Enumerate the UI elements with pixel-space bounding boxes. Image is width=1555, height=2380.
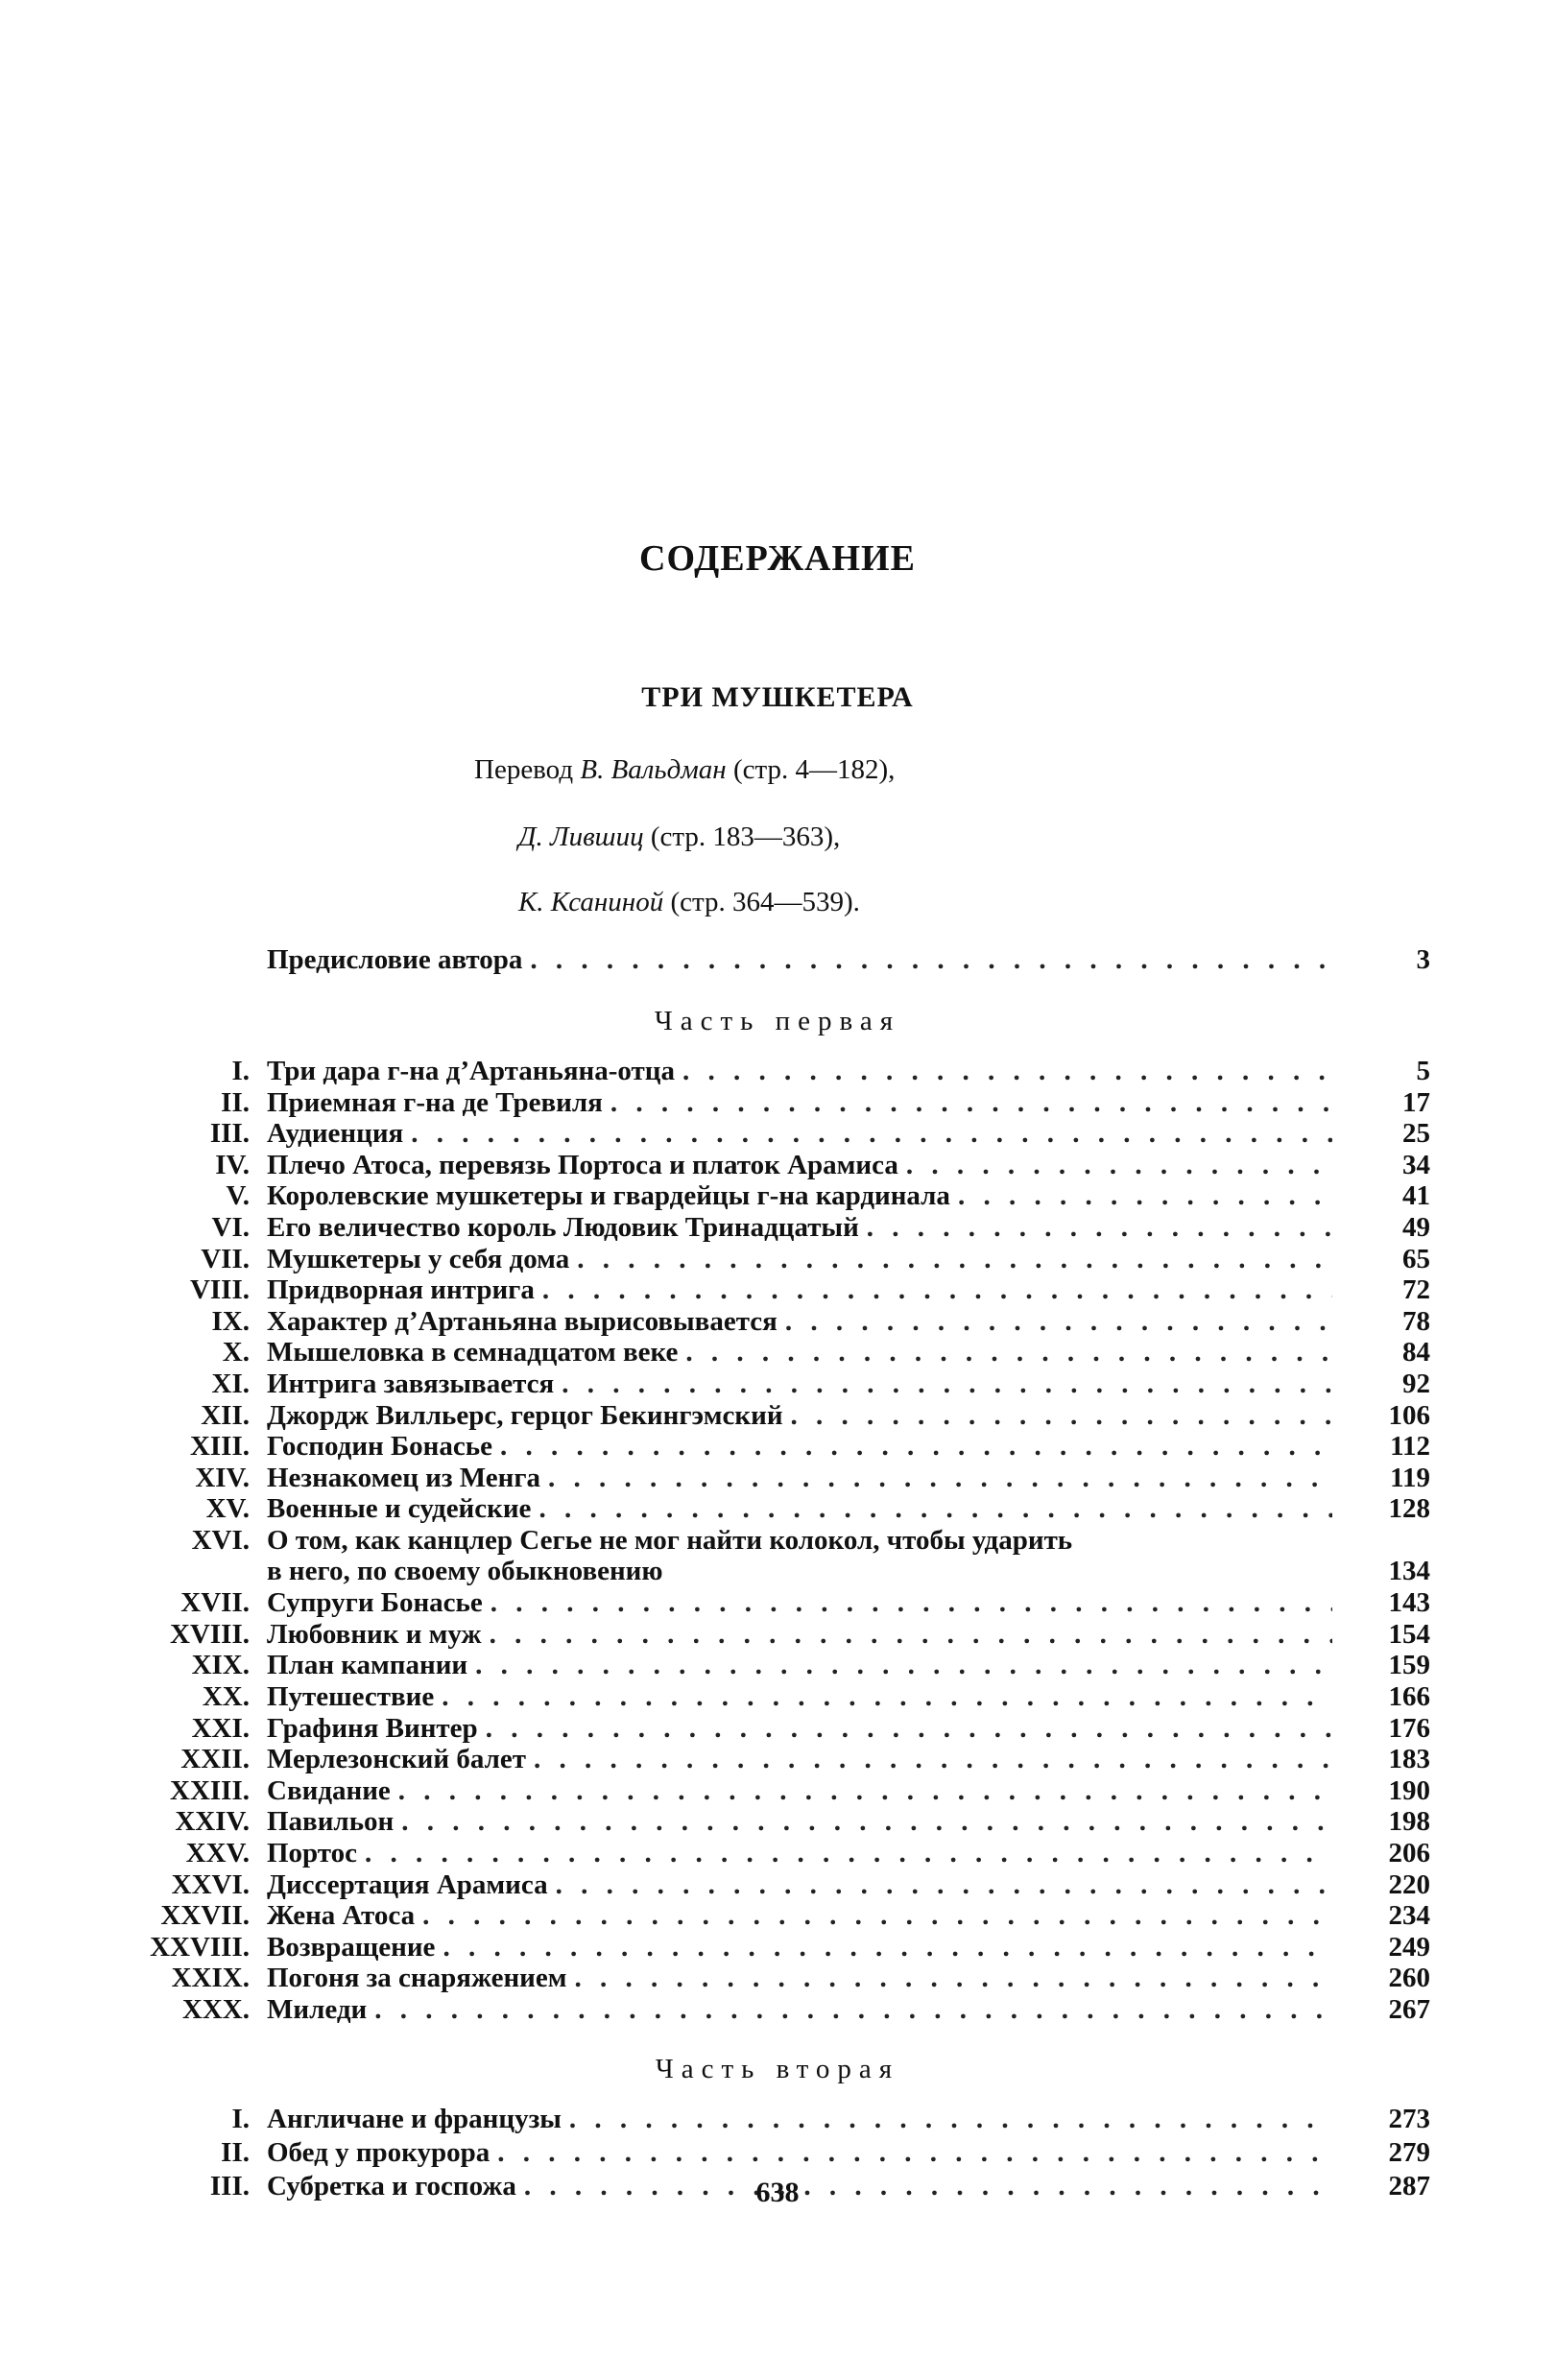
chapter-body: [267, 1180, 1332, 1212]
chapter-title: Мышеловка в семнадцатом веке: [267, 1337, 679, 1368]
chapter-page: 183: [1388, 1744, 1430, 1775]
chapter-body: [267, 1493, 1332, 1525]
translator-pages: (стр. 4—182),: [726, 754, 896, 785]
chapter-number: VI.: [211, 1212, 250, 1243]
chapter-number: XVIII.: [170, 1618, 250, 1650]
chapter-number: III.: [209, 2171, 250, 2202]
part-one-label: Часть первая: [654, 1006, 901, 1036]
chapter-title-continued: [267, 1556, 1332, 1587]
leader-dots: [442, 1681, 1332, 1713]
toc-entry: [0, 1932, 1555, 1963]
toc-entry: [0, 1806, 1555, 1837]
chapter-title: Свидание: [267, 1774, 391, 1806]
chapter-number: XVI.: [191, 1525, 250, 1556]
chapter-title: Характер д’Артаньяна вырисовывается: [267, 1305, 778, 1337]
toc-entry: [0, 1463, 1555, 1493]
leader-dots: [490, 1587, 1332, 1619]
chapter-page: 206: [1388, 1838, 1430, 1868]
chapter-page: 143: [1388, 1587, 1430, 1619]
chapter-number: IV.: [215, 1149, 250, 1180]
chapter-body: [267, 1431, 1332, 1463]
toc-entry: [0, 2137, 1555, 2168]
chapter-title: Джордж Вилльерс, герцог Бекингэмский: [267, 1399, 783, 1431]
toc-entry: [0, 1963, 1555, 1993]
toc-entry: [0, 1337, 1555, 1368]
chapter-page: 134: [1388, 1556, 1430, 1586]
toc-entry: [0, 1681, 1555, 1712]
toc-entry: [0, 1619, 1555, 1650]
chapter-title: Графиня Винтер: [267, 1712, 478, 1744]
leader-dots: [475, 1650, 1332, 1681]
chapter-body: [267, 1900, 1332, 1932]
leader-dots: [682, 1056, 1332, 1087]
leader-dots: [374, 1994, 1332, 2026]
chapter-page: 166: [1388, 1681, 1430, 1712]
leader-dots: [490, 1619, 1332, 1651]
translator-name: В. Вальдман: [580, 754, 727, 785]
toc-entry: [0, 1775, 1555, 1806]
chapter-number: X.: [222, 1337, 250, 1368]
chapter-page: 267: [1388, 1994, 1430, 2025]
leader-dots: [569, 2104, 1332, 2135]
chapter-page: 49: [1402, 1212, 1430, 1243]
toc-entry: [0, 1994, 1555, 2025]
chapter-body: [267, 1244, 1332, 1275]
chapter-body: [267, 1587, 1332, 1619]
translator-pages: (стр. 364—539).: [663, 887, 860, 917]
chapter-title: Незнакомец из Менга: [267, 1462, 541, 1493]
chapter-body: [267, 1713, 1332, 1745]
chapter-page: 72: [1402, 1274, 1430, 1306]
leader-dots: [365, 1838, 1332, 1869]
chapter-title: Господин Бонасье: [267, 1431, 492, 1463]
preface-page: 3: [1416, 944, 1430, 975]
toc-entry: [0, 1587, 1555, 1618]
toc-entry: [0, 1056, 1555, 1086]
chapter-number: III.: [209, 1118, 250, 1150]
chapter-page: 92: [1402, 1368, 1430, 1399]
chapter-title: Англичане и французы: [267, 2104, 562, 2134]
chapter-title: Аудиенция: [267, 1118, 404, 1150]
toc-entry: [0, 1400, 1555, 1431]
chapter-page: 106: [1388, 1399, 1430, 1431]
toc-entry: [0, 1274, 1555, 1305]
chapter-body: [267, 1963, 1332, 1994]
leader-dots: [542, 1274, 1332, 1306]
chapter-number: XIII.: [189, 1431, 250, 1463]
chapter-number: IX.: [211, 1305, 250, 1337]
chapter-body: [267, 1619, 1332, 1651]
chapter-number: I.: [231, 1056, 250, 1086]
chapter-page: 279: [1388, 2137, 1430, 2168]
chapter-number: XXIII.: [170, 1774, 250, 1806]
toc-entry: [0, 1087, 1555, 1118]
chapter-title: Любовник и муж: [267, 1618, 482, 1650]
leader-dots: [497, 2137, 1332, 2169]
chapter-number: XXVIII.: [150, 1931, 250, 1963]
chapter-page: 176: [1388, 1712, 1430, 1744]
leader-dots: [575, 1963, 1332, 1994]
chapter-body: [267, 1306, 1332, 1338]
toc-entry: [0, 1493, 1555, 1524]
leader-dots: [411, 1118, 1332, 1150]
contents-heading: СОДЕРЖАНИЕ: [639, 538, 916, 579]
chapter-body: [267, 1681, 1332, 1713]
leader-dots: [538, 1493, 1332, 1525]
chapter-page: 112: [1390, 1431, 1430, 1463]
toc-entry: [0, 1306, 1555, 1337]
chapter-title: Придворная интрига: [267, 1274, 535, 1306]
chapter-page: 190: [1388, 1774, 1430, 1806]
chapter-body: [267, 1368, 1332, 1400]
chapter-number: V.: [226, 1180, 250, 1212]
chapter-body: [267, 1337, 1332, 1368]
chapter-title: Мушкетеры у себя дома: [267, 1243, 570, 1274]
leader-dots: [401, 1806, 1332, 1838]
chapter-body: [267, 1650, 1332, 1681]
chapter-number: XIX.: [191, 1650, 250, 1681]
translator-name: Д. Лившиц: [518, 821, 644, 852]
toc-entry: [0, 2104, 1555, 2134]
leader-dots: [785, 1306, 1332, 1338]
leader-dots: [422, 1900, 1332, 1932]
translator-pages: (стр. 183—363),: [643, 821, 841, 852]
toc-entry: [0, 1150, 1555, 1180]
chapter-title: Погоня за снаряжением: [267, 1963, 567, 1994]
chapter-number: XXVII.: [160, 1900, 250, 1932]
leader-dots: [958, 1180, 1332, 1212]
translator-name: К. Ксаниной: [518, 887, 664, 917]
chapter-body: [267, 1869, 1332, 1901]
chapter-number: XIV.: [195, 1462, 250, 1493]
chapter-number: XXX.: [181, 1994, 250, 2025]
chapter-number: II.: [221, 2137, 250, 2168]
chapter-title: План кампании: [267, 1650, 468, 1681]
page-number: 638: [755, 2177, 800, 2208]
chapter-title: Павильон: [267, 1806, 395, 1838]
toc-entry: [0, 1368, 1555, 1399]
chapter-title: Мерлезонский балет: [267, 1744, 526, 1775]
chapter-page: 119: [1390, 1462, 1430, 1493]
chapter-page: 154: [1388, 1618, 1430, 1650]
chapter-page: 78: [1402, 1305, 1430, 1337]
chapter-body: [267, 2104, 1332, 2135]
chapter-number: XXVI.: [171, 1868, 250, 1900]
toc-entry: [0, 1744, 1555, 1774]
leader-dots: [577, 1244, 1332, 1275]
leader-dots: [500, 1431, 1332, 1463]
chapter-title: Королевские мушкетеры и гвардейцы г-на кардинала: [267, 1180, 950, 1212]
chapter-number: XV.: [205, 1493, 250, 1525]
chapter-number: VII.: [201, 1243, 250, 1274]
chapter-body: [267, 1056, 1332, 1087]
chapter-title: Три дара г-на д’Артаньяна-отца: [267, 1056, 675, 1086]
chapter-page: 159: [1388, 1650, 1430, 1681]
chapter-body: [267, 1994, 1332, 2026]
chapter-number: XXII.: [180, 1744, 250, 1775]
chapter-number: XX.: [202, 1681, 250, 1712]
toc-entry: [0, 1244, 1555, 1274]
chapter-title: Субретка и госпожа: [267, 2171, 516, 2202]
toc-entry: [0, 1838, 1555, 1868]
chapter-body: [267, 1806, 1332, 1838]
chapter-page: 128: [1388, 1493, 1430, 1525]
chapter-body: [267, 1118, 1332, 1150]
chapter-page: 287: [1388, 2171, 1430, 2202]
translator-line-3: [518, 887, 860, 918]
chapter-page: 65: [1402, 1243, 1430, 1274]
toc-entry: [0, 1900, 1555, 1931]
chapter-title: О том, как канцлер Сегье не мог найти колокол, чтобы ударить: [267, 1525, 1073, 1556]
chapter-number: II.: [221, 1086, 250, 1118]
chapter-page: 5: [1416, 1056, 1430, 1086]
chapter-title: Супруги Бонасье: [267, 1587, 483, 1619]
toc-entry: [0, 1431, 1555, 1462]
chapter-number: XI.: [211, 1368, 250, 1399]
leader-dots: [685, 1337, 1332, 1368]
chapter-title: Диссертация Арамиса: [267, 1868, 548, 1900]
chapter-page: 249: [1388, 1931, 1430, 1963]
preface-title: Предисловие автора: [267, 944, 523, 975]
chapter-page: 34: [1402, 1149, 1430, 1180]
toc-entry: [0, 1118, 1555, 1149]
chapter-title: Жена Атоса: [267, 1900, 416, 1932]
chapter-page: 25: [1402, 1118, 1430, 1150]
part-two-label: Часть вторая: [655, 2054, 900, 2084]
chapter-title: Портос: [267, 1838, 358, 1868]
chapter-title: Путешествие: [267, 1681, 435, 1712]
chapter-title: Плечо Атоса, перевязь Портоса и платок Арамиса: [267, 1149, 898, 1180]
chapter-body: [267, 1212, 1332, 1244]
work-title: ТРИ МУШКЕТЕРА: [641, 681, 914, 713]
toc-entry: [0, 1180, 1555, 1211]
leader-dots: [548, 1463, 1332, 1494]
chapter-page: 17: [1402, 1086, 1430, 1118]
chapter-body: [267, 1744, 1332, 1775]
chapter-body: [267, 1838, 1332, 1869]
toc-entry: [0, 1650, 1555, 1680]
chapter-number: I.: [231, 2104, 250, 2134]
chapter-body: [267, 2137, 1332, 2169]
leader-dots: [562, 1368, 1332, 1400]
leader-dots: [791, 1400, 1332, 1432]
translator-line-2: [518, 821, 840, 853]
chapter-body: [267, 1400, 1332, 1432]
toc-entry: [0, 1713, 1555, 1744]
translator-line-1: [474, 754, 895, 786]
chapter-body: [267, 1775, 1332, 1807]
chapter-title: Военные и судейские: [267, 1493, 532, 1525]
chapter-number: XII.: [201, 1399, 250, 1431]
chapter-page: 84: [1402, 1337, 1430, 1368]
chapter-body: [267, 1274, 1332, 1306]
chapter-title: Возвращение: [267, 1931, 436, 1963]
toc-entry: [0, 1525, 1555, 1586]
leader-dots: [486, 1713, 1332, 1745]
leader-dots: [530, 944, 1332, 976]
chapter-title: Приемная г-на де Тревиля: [267, 1086, 603, 1118]
chapter-title: Интрига завязывается: [267, 1368, 555, 1399]
leader-dots: [556, 1869, 1332, 1901]
chapter-body: [267, 1150, 1332, 1181]
chapter-number: XXI.: [191, 1712, 250, 1744]
chapter-number: XXIV.: [175, 1806, 250, 1838]
chapter-title-line-2: в него, по своему обыкновению: [267, 1556, 663, 1586]
chapter-number: XXIX.: [171, 1963, 250, 1994]
chapter-page: 220: [1388, 1868, 1430, 1900]
chapter-body: [267, 1463, 1332, 1494]
leader-dots: [534, 1744, 1332, 1775]
leader-dots: [610, 1087, 1332, 1119]
chapter-title: Обед у прокурора: [267, 2137, 490, 2168]
chapter-title: Его величество король Людовик Тринадцатый: [267, 1212, 859, 1243]
chapter-number: VIII.: [189, 1274, 250, 1306]
leader-dots: [398, 1775, 1332, 1807]
chapter-title: Миледи: [267, 1994, 368, 2025]
leader-dots: [906, 1150, 1332, 1181]
chapter-page: 273: [1388, 2104, 1430, 2134]
chapter-number: XXV.: [185, 1838, 250, 1868]
chapter-body: [267, 1087, 1332, 1119]
chapter-body: [267, 1932, 1332, 1964]
toc-entry: [0, 1869, 1555, 1900]
chapter-page: 198: [1388, 1806, 1430, 1838]
chapter-page: 234: [1388, 1900, 1430, 1932]
leader-dots: [443, 1932, 1332, 1964]
leader-dots: [867, 1212, 1332, 1244]
translator-prefix: Перевод: [474, 754, 581, 785]
chapter-page: 260: [1388, 1963, 1430, 1994]
chapter-page: 41: [1402, 1180, 1430, 1212]
toc-entry: [0, 1212, 1555, 1243]
chapter-number: XVII.: [180, 1587, 250, 1619]
